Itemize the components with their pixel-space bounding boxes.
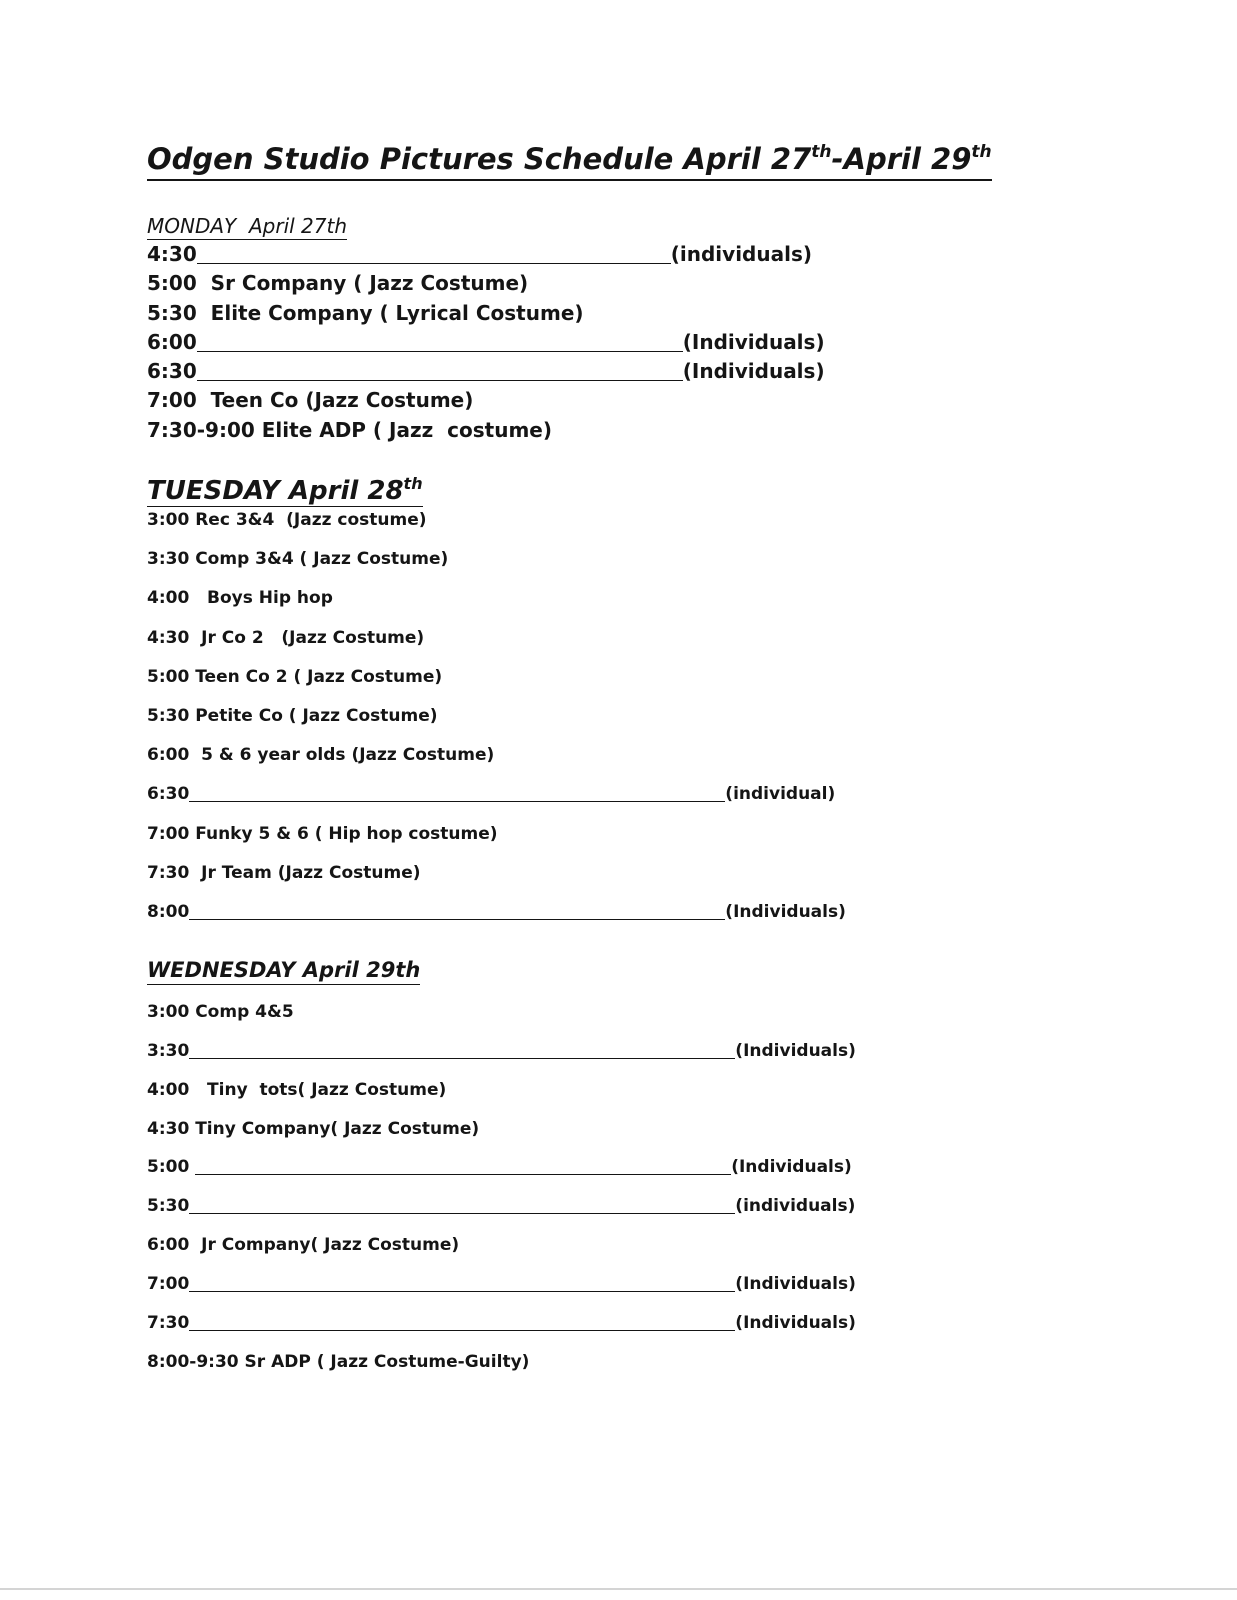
title-main: Odgen Studio Pictures Schedule April 27 — [147, 142, 812, 176]
wednesday-heading: WEDNESDAY April 29th — [147, 957, 420, 985]
schedule-row — [147, 240, 825, 269]
row-text: 6:00 Jr Company( Jazz Costume) — [147, 1235, 460, 1256]
schedule-row — [147, 823, 846, 862]
schedule-row — [147, 1234, 856, 1273]
schedule-row — [147, 1079, 856, 1118]
blank-line — [189, 801, 725, 802]
schedule-row — [147, 269, 825, 298]
schedule-row — [147, 705, 846, 744]
blank-line — [189, 1058, 735, 1059]
row-time: 8:00 — [147, 901, 190, 922]
row-text: 4:00 Tiny tots( Jazz Costume) — [147, 1079, 447, 1100]
row-text: 4:00 Boys Hip hop — [147, 588, 333, 609]
blank-line — [189, 919, 725, 920]
schedule-row — [147, 1312, 856, 1351]
blank-line — [197, 380, 683, 381]
blank-line — [189, 1330, 735, 1331]
row-text: 5:30 Petite Co ( Jazz Costume) — [147, 705, 438, 726]
schedule-row — [147, 386, 825, 415]
row-time: 7:30 — [147, 1312, 190, 1333]
monday-heading: MONDAY April 27th — [147, 214, 348, 238]
blank-line — [189, 1291, 735, 1292]
blank-line — [197, 351, 683, 352]
row-time: 6:00 — [147, 329, 197, 354]
schedule-row — [147, 1001, 856, 1040]
schedule-row — [147, 587, 846, 626]
row-label: (individuals) — [735, 1196, 856, 1217]
row-text: 4:30 Tiny Company( Jazz Costume) — [147, 1118, 480, 1139]
row-text: 3:30 Comp 3&4 ( Jazz Costume) — [147, 549, 449, 570]
row-text: 5:00 Sr Company ( Jazz Costume) — [147, 271, 529, 296]
row-text: 6:00 5 & 6 year olds (Jazz Costume) — [147, 745, 495, 766]
row-label: (individuals) — [670, 242, 812, 266]
schedule-row — [147, 299, 825, 328]
schedule-row — [147, 901, 846, 940]
row-text: 4:30 Jr Co 2 (Jazz Costume) — [147, 627, 425, 648]
schedule-row — [147, 1351, 856, 1390]
row-time: 6:30 — [147, 359, 197, 384]
scan-edge — [0, 1588, 1237, 1590]
row-time: 3:30 — [147, 1040, 190, 1061]
tuesday-heading-superscript: th — [403, 474, 423, 493]
schedule-row — [147, 1195, 856, 1234]
title-middle: -April 29 — [831, 142, 972, 176]
row-label: (Individuals) — [731, 1157, 852, 1178]
page-title — [147, 140, 992, 181]
row-label: (Individuals) — [682, 329, 825, 354]
row-time: 5:00 — [147, 1157, 196, 1178]
title-superscript: th — [811, 142, 832, 162]
schedule-row — [147, 328, 825, 357]
blank-line — [197, 263, 671, 264]
row-label: (Individuals) — [735, 1273, 856, 1294]
row-text: 7:30 Jr Team (Jazz Costume) — [147, 862, 421, 883]
row-label: (Individuals) — [682, 359, 825, 384]
blank-line — [189, 1213, 735, 1214]
row-text: 7:00 Funky 5 & 6 ( Hip hop costume) — [147, 823, 498, 844]
row-time: 5:30 — [147, 1196, 190, 1217]
row-label: (Individuals) — [735, 1312, 856, 1333]
row-time: 7:00 — [147, 1273, 190, 1294]
row-text: 3:00 Comp 4&5 — [147, 1002, 294, 1022]
row-text: 7:00 Teen Co (Jazz Costume) — [147, 388, 474, 413]
schedule-row — [147, 1273, 856, 1312]
row-label: (individual) — [725, 784, 836, 805]
blank-line — [195, 1174, 731, 1175]
schedule-row — [147, 548, 846, 587]
schedule-row — [147, 1040, 856, 1079]
row-text: 5:30 Elite Company ( Lyrical Costume) — [147, 300, 584, 325]
schedule-row — [147, 1156, 856, 1195]
schedule-row — [147, 509, 846, 548]
tuesday-heading-text: TUESDAY April 28 — [147, 476, 404, 506]
row-text: 7:30-9:00 Elite ADP ( Jazz costume) — [147, 417, 553, 442]
row-text: 8:00-9:30 Sr ADP ( Jazz Costume-Guilty) — [147, 1351, 530, 1372]
monday-section — [147, 213, 825, 445]
row-label: (Individuals) — [725, 901, 846, 922]
schedule-row — [147, 416, 825, 445]
row-label: (Individuals) — [735, 1040, 856, 1061]
tuesday-heading — [147, 476, 423, 507]
schedule-row — [147, 783, 846, 822]
row-text: 3:00 Rec 3&4 (Jazz costume) — [147, 510, 427, 530]
row-text: 5:00 Teen Co 2 ( Jazz Costume) — [147, 666, 443, 687]
schedule-row — [147, 666, 846, 705]
schedule-row — [147, 627, 846, 666]
schedule-row — [147, 862, 846, 901]
row-time: 4:30 — [147, 242, 197, 266]
row-time: 6:30 — [147, 784, 190, 805]
wednesday-section — [147, 957, 856, 1389]
schedule-row — [147, 357, 825, 386]
schedule-row — [147, 1118, 856, 1157]
tuesday-section — [147, 476, 846, 940]
schedule-row — [147, 744, 846, 783]
title-superscript: th — [971, 142, 992, 162]
